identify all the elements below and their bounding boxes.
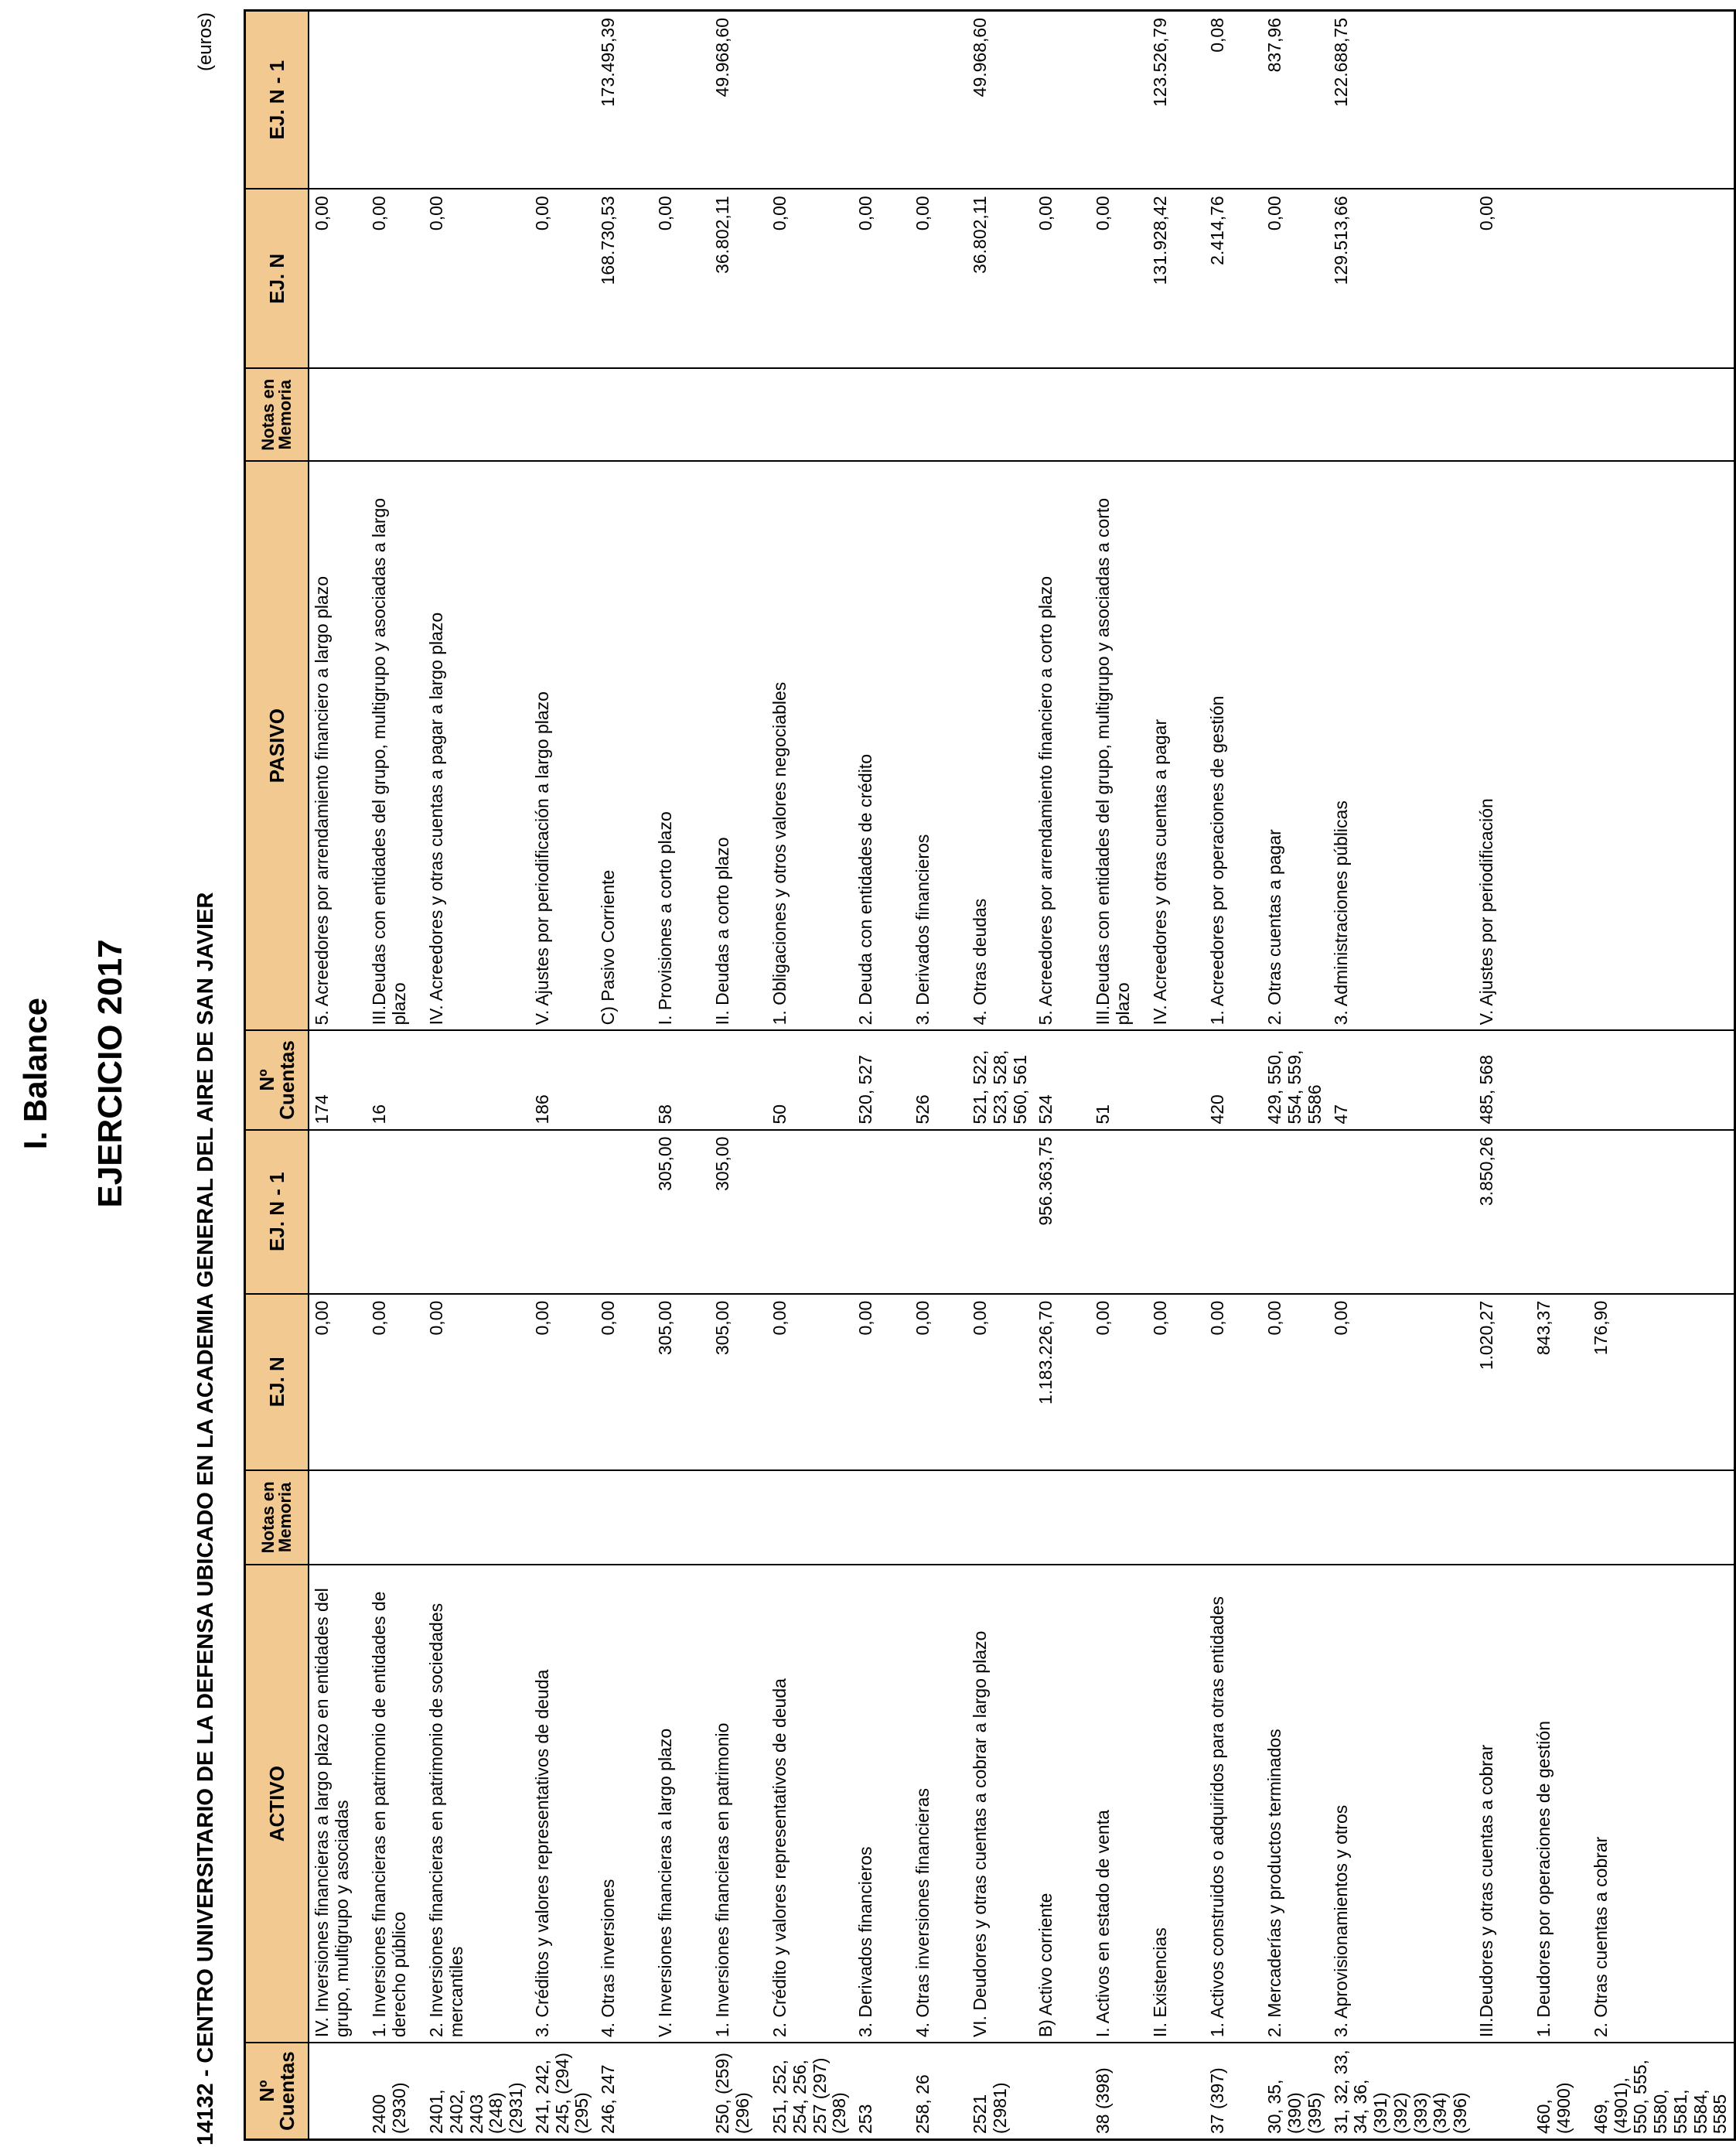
activo-item: 1. Inversiones financieras en patrimonio: [710, 1565, 767, 2043]
activo-ej-n: 0,00: [595, 1294, 653, 1470]
pasivo-item: V. Ajustes por periodificación: [1474, 461, 1531, 1030]
activo-item: IV. Inversiones financieras a largo plazo en entidades del grupo, multigrupo y asociadas: [309, 1565, 367, 2043]
activo-item: I. Activos en estado de venta: [1090, 1565, 1148, 2043]
activo-ej-n1: [1205, 1130, 1262, 1294]
table-row: [595, 11, 653, 2140]
activo-ej-n: 0,00: [967, 1294, 1033, 1470]
account-codes-activo: 250, (259) (296): [710, 2043, 767, 2139]
activo-ej-n1: [309, 1130, 367, 1294]
account-codes-pasivo: 16: [367, 1030, 424, 1129]
notes-pasivo: [1205, 368, 1262, 461]
table-row: [710, 11, 767, 2140]
account-codes-activo: 460, (4900): [1531, 2043, 1588, 2139]
table-row: [1090, 11, 1148, 2140]
pasivo-item: 3. Derivados financieros: [910, 461, 967, 1030]
notes-activo: [1474, 1470, 1531, 1565]
table-row: [424, 11, 530, 2140]
pasivo-ej-n1: 122.688,75: [1328, 11, 1474, 189]
activo-ej-n1: 3.850,26: [1474, 1130, 1531, 1294]
notes-pasivo: [1328, 368, 1474, 461]
table-row: [309, 11, 367, 2140]
pasivo-item: C) Pasivo Corriente: [595, 461, 653, 1030]
notes-pasivo: [910, 368, 967, 461]
activo-ej-n1: [1531, 1130, 1588, 1294]
notes-activo: [710, 1470, 767, 1565]
notes-activo: [595, 1470, 653, 1565]
pasivo-ej-n: 131.928,42: [1148, 189, 1205, 368]
notes-activo: [1588, 1470, 1735, 1565]
notes-activo: [530, 1470, 595, 1565]
notes-activo: [1090, 1470, 1148, 1565]
pasivo-item: [1588, 461, 1735, 1030]
activo-ej-n1: [767, 1130, 853, 1294]
account-codes-activo: [1033, 2043, 1090, 2139]
pasivo-ej-n: 0,00: [767, 189, 853, 368]
notes-pasivo: [853, 368, 910, 461]
table-row: [653, 11, 710, 2140]
pasivo-item: II. Deudas a corto plazo: [710, 461, 767, 1030]
account-codes-activo: 253: [853, 2043, 910, 2139]
header-notes-activo: Notas en Memoria: [245, 1470, 309, 1565]
pasivo-item: IV. Acreedores y otras cuentas a pagar: [1148, 461, 1205, 1030]
account-codes-pasivo: 521, 522, 523, 528, 560, 561: [967, 1030, 1033, 1129]
activo-ej-n1: [367, 1130, 424, 1294]
activo-item: V. Inversiones financieras a largo plazo: [653, 1565, 710, 2043]
activo-item: 1. Deudores por operaciones de gestión: [1531, 1565, 1588, 2043]
header-ej-n1-pasivo: EJ. N - 1: [245, 11, 309, 189]
pasivo-ej-n1: [1588, 11, 1735, 189]
pasivo-ej-n1: 49.968,60: [967, 11, 1033, 189]
notes-activo: [1328, 1470, 1474, 1565]
activo-ej-n1: [967, 1130, 1033, 1294]
pasivo-item: 1. Obligaciones y otros valores negociables: [767, 461, 853, 1030]
account-codes-pasivo: [1588, 1030, 1735, 1129]
account-codes-pasivo: 51: [1090, 1030, 1148, 1129]
pasivo-ej-n: 36.802,11: [710, 189, 767, 368]
pasivo-ej-n: 0,00: [309, 189, 367, 368]
pasivo-ej-n: 0,00: [910, 189, 967, 368]
pasivo-item: 5. Acreedores por arrendamiento financiero a largo plazo: [309, 461, 367, 1030]
account-codes-activo: [309, 2043, 367, 2139]
account-codes-pasivo: 526: [910, 1030, 967, 1129]
header-ej-n-pasivo: EJ. N: [245, 189, 309, 368]
table-row: [1205, 11, 1262, 2140]
activo-ej-n: 0,00: [1328, 1294, 1474, 1470]
table-row: [367, 11, 424, 2140]
notes-pasivo: [1033, 368, 1090, 461]
notes-pasivo: [1531, 368, 1588, 461]
activo-ej-n: 0,00: [424, 1294, 530, 1470]
activo-ej-n: 0,00: [910, 1294, 967, 1470]
account-codes-activo: 258, 26: [910, 2043, 967, 2139]
notes-activo: [767, 1470, 853, 1565]
pasivo-item: III.Deudas con entidades del grupo, multigrupo y asociadas a largo plazo: [367, 461, 424, 1030]
table-row: [967, 11, 1033, 2140]
activo-ej-n: 305,00: [710, 1294, 767, 1470]
notes-pasivo: [1148, 368, 1205, 461]
pasivo-ej-n: 0,00: [1033, 189, 1090, 368]
currency-unit-label: (euros): [195, 12, 216, 72]
notes-activo: [1531, 1470, 1588, 1565]
pasivo-ej-n1: [367, 11, 424, 189]
activo-item: 2. Inversiones financieras en patrimonio de sociedades mercantiles: [424, 1565, 530, 2043]
account-codes-pasivo: 47: [1328, 1030, 1474, 1129]
activo-item: 2. Mercaderías y productos terminados: [1262, 1565, 1328, 2043]
activo-ej-n: 1.183.226,70: [1033, 1294, 1090, 1470]
notes-activo: [653, 1470, 710, 1565]
pasivo-ej-n1: [309, 11, 367, 189]
activo-ej-n1: [1328, 1130, 1474, 1294]
table-row: [1588, 11, 1735, 2140]
account-codes-pasivo: 186: [530, 1030, 595, 1129]
activo-ej-n: 0,00: [1205, 1294, 1262, 1470]
pasivo-ej-n1: [1531, 11, 1588, 189]
activo-ej-n1: [1588, 1130, 1735, 1294]
activo-ej-n: 0,00: [1090, 1294, 1148, 1470]
pasivo-ej-n: 36.802,11: [967, 189, 1033, 368]
notes-pasivo: [530, 368, 595, 461]
activo-ej-n1: [853, 1130, 910, 1294]
pasivo-ej-n1: 173.495,39: [595, 11, 653, 189]
pasivo-ej-n1: [1033, 11, 1090, 189]
account-codes-activo: 37 (397): [1205, 2043, 1262, 2139]
account-codes-activo: 2400 (2930): [367, 2043, 424, 2139]
header-notes-pasivo: Notas en Memoria: [245, 368, 309, 461]
activo-ej-n: 0,00: [309, 1294, 367, 1470]
pasivo-ej-n: 0,00: [853, 189, 910, 368]
table-row: [910, 11, 967, 2140]
header-accounts-pasivo: Nº Cuentas: [245, 1030, 309, 1129]
pasivo-ej-n: 168.730,53: [595, 189, 653, 368]
account-codes-pasivo: 524: [1033, 1030, 1090, 1129]
table-row: [1328, 11, 1474, 2140]
page-title: I. Balance: [17, 997, 53, 1150]
pasivo-ej-n: 0,00: [367, 189, 424, 368]
pasivo-ej-n1: 0,08: [1205, 11, 1262, 189]
pasivo-ej-n: 0,00: [1090, 189, 1148, 368]
header-pasivo: PASIVO: [245, 461, 309, 1030]
table-row: [853, 11, 910, 2140]
activo-ej-n1: [424, 1130, 530, 1294]
notes-pasivo: [1588, 368, 1735, 461]
activo-item: 3. Créditos y valores representativos de deuda: [530, 1565, 595, 2043]
account-codes-pasivo: [1148, 1030, 1205, 1129]
header-accounts-activo: Nº Cuentas: [245, 2043, 309, 2139]
notes-pasivo: [967, 368, 1033, 461]
pasivo-item: 5. Acreedores por arrendamiento financiero a corto plazo: [1033, 461, 1090, 1030]
pasivo-item: 1. Acreedores por operaciones de gestión: [1205, 461, 1262, 1030]
pasivo-item: IV. Acreedores y otras cuentas a pagar a largo plazo: [424, 461, 530, 1030]
account-codes-activo: 31, 32, 33, 34, 36, (391) (392) (393) (394) (396): [1328, 2043, 1474, 2139]
activo-ej-n: 305,00: [653, 1294, 710, 1470]
pasivo-ej-n1: 49.968,60: [710, 11, 767, 189]
notes-activo: [424, 1470, 530, 1565]
activo-item: II. Existencias: [1148, 1565, 1205, 2043]
entity-title: 14132 - CENTRO UNIVERSITARIO DE LA DEFENSA UBICADO EN LA ACADEMIA GENERAL DEL AIRE DE SAN JAVIER: [193, 892, 218, 2145]
account-codes-activo: 241, 242, 245, (294) (295): [530, 2043, 595, 2139]
pasivo-item: [1531, 461, 1588, 1030]
notes-activo: [1262, 1470, 1328, 1565]
account-codes-pasivo: 485, 568: [1474, 1030, 1531, 1129]
notes-pasivo: [309, 368, 367, 461]
pasivo-ej-n: [1588, 189, 1735, 368]
pasivo-ej-n1: [424, 11, 530, 189]
activo-item: III.Deudores y otras cuentas a cobrar: [1474, 1565, 1531, 2043]
activo-ej-n: 843,37: [1531, 1294, 1588, 1470]
fiscal-year-title: EJERCICIO 2017: [91, 939, 129, 1208]
activo-item: 3. Aprovisionamientos y otros: [1328, 1565, 1474, 2043]
pasivo-ej-n1: [767, 11, 853, 189]
pasivo-ej-n: 0,00: [424, 189, 530, 368]
account-codes-activo: 469, (4901), 550, 555, 5580, 5581, 5584, 5585: [1588, 2043, 1735, 2139]
activo-ej-n1: 956.363,75: [1033, 1130, 1090, 1294]
header-activo: ACTIVO: [245, 1565, 309, 2043]
notes-activo: [367, 1470, 424, 1565]
activo-item: 1. Inversiones financieras en patrimonio de entidades de derecho público: [367, 1565, 424, 2043]
account-codes-pasivo: 174: [309, 1030, 367, 1129]
table-row: [1033, 11, 1090, 2140]
pasivo-item: V. Ajustes por periodificación a largo plazo: [530, 461, 595, 1030]
activo-item: 2. Crédito y valores representativos de deuda: [767, 1565, 853, 2043]
notes-pasivo: [653, 368, 710, 461]
table-row: [1148, 11, 1205, 2140]
pasivo-ej-n1: 123.526,79: [1148, 11, 1205, 189]
activo-ej-n: 1.020,27: [1474, 1294, 1531, 1470]
activo-item: 1. Activos construidos o adquiridos para otras entidades: [1205, 1565, 1262, 2043]
header-ej-n1-activo: EJ. N - 1: [245, 1130, 309, 1294]
activo-item: 2. Otras cuentas a cobrar: [1588, 1565, 1735, 2043]
pasivo-item: 3. Administraciones públicas: [1328, 461, 1474, 1030]
activo-ej-n: 176,90: [1588, 1294, 1735, 1470]
notes-activo: [1148, 1470, 1205, 1565]
pasivo-item: 2. Otras cuentas a pagar: [1262, 461, 1328, 1030]
pasivo-ej-n1: [653, 11, 710, 189]
pasivo-ej-n: 129.513,66: [1328, 189, 1474, 368]
activo-ej-n: 0,00: [530, 1294, 595, 1470]
notes-pasivo: [595, 368, 653, 461]
table-row: [1262, 11, 1328, 2140]
table-row: [1531, 11, 1588, 2140]
account-codes-activo: [1474, 2043, 1531, 2139]
account-codes-activo: 38 (398): [1090, 2043, 1148, 2139]
pasivo-ej-n: 2.414,76: [1205, 189, 1262, 368]
activo-item: 4. Otras inversiones financieras: [910, 1565, 967, 2043]
pasivo-ej-n1: [1090, 11, 1148, 189]
activo-ej-n1: [1148, 1130, 1205, 1294]
notes-pasivo: [1262, 368, 1328, 461]
activo-ej-n: 0,00: [1262, 1294, 1328, 1470]
pasivo-ej-n1: [1474, 11, 1531, 189]
activo-ej-n: 0,00: [767, 1294, 853, 1470]
balance-table: [244, 9, 1736, 2141]
activo-ej-n1: [1262, 1130, 1328, 1294]
header-ej-n-activo: EJ. N: [245, 1294, 309, 1470]
notes-pasivo: [1474, 368, 1531, 461]
account-codes-pasivo: 50: [767, 1030, 853, 1129]
account-codes-pasivo: 520, 527: [853, 1030, 910, 1129]
notes-activo: [1033, 1470, 1090, 1565]
pasivo-ej-n1: [853, 11, 910, 189]
pasivo-ej-n: 0,00: [530, 189, 595, 368]
activo-ej-n1: [595, 1130, 653, 1294]
activo-ej-n1: 305,00: [710, 1130, 767, 1294]
notes-activo: [853, 1470, 910, 1565]
pasivo-ej-n: 0,00: [653, 189, 710, 368]
activo-ej-n1: [1090, 1130, 1148, 1294]
notes-activo: [1205, 1470, 1262, 1565]
activo-item: 3. Derivados financieros: [853, 1565, 910, 2043]
notes-activo: [309, 1470, 367, 1565]
pasivo-item: I. Provisiones a corto plazo: [653, 461, 710, 1030]
pasivo-ej-n: 0,00: [1262, 189, 1328, 368]
pasivo-item: III.Deudas con entidades del grupo, multigrupo y asociadas a corto plazo: [1090, 461, 1148, 1030]
account-codes-pasivo: [1531, 1030, 1588, 1129]
account-codes-pasivo: [424, 1030, 530, 1129]
account-codes-activo: [1148, 2043, 1205, 2139]
activo-ej-n: 0,00: [1148, 1294, 1205, 1470]
activo-ej-n: 0,00: [367, 1294, 424, 1470]
pasivo-ej-n1: [530, 11, 595, 189]
pasivo-ej-n: [1531, 189, 1588, 368]
account-codes-activo: 30, 35, (390) (395): [1262, 2043, 1328, 2139]
page-header: [0, 0, 232, 2147]
pasivo-ej-n1: [910, 11, 967, 189]
account-codes-activo: [653, 2043, 710, 2139]
pasivo-item: 2. Deuda con entidades de crédito: [853, 461, 910, 1030]
activo-item: 4. Otras inversiones: [595, 1565, 653, 2043]
account-codes-pasivo: 420: [1205, 1030, 1262, 1129]
activo-ej-n1: [530, 1130, 595, 1294]
notes-pasivo: [424, 368, 530, 461]
account-codes-activo: 2401, 2402, 2403 (248) (2931): [424, 2043, 530, 2139]
notes-pasivo: [1090, 368, 1148, 461]
pasivo-ej-n: 0,00: [1474, 189, 1531, 368]
activo-ej-n1: 305,00: [653, 1130, 710, 1294]
account-codes-activo: 2521 (2981): [967, 2043, 1033, 2139]
account-codes-pasivo: [595, 1030, 653, 1129]
activo-ej-n1: [910, 1130, 967, 1294]
account-codes-pasivo: 58: [653, 1030, 710, 1129]
account-codes-activo: 246, 247: [595, 2043, 653, 2139]
activo-item: VI. Deudores y otras cuentas a cobrar a largo plazo: [967, 1565, 1033, 2043]
table-header-row: [245, 11, 309, 2140]
account-codes-pasivo: [710, 1030, 767, 1129]
pasivo-item: 4. Otras deudas: [967, 461, 1033, 1030]
notes-activo: [910, 1470, 967, 1565]
table-row: [530, 11, 595, 2140]
account-codes-activo: 251, 252, 254, 256, 257 (297) (298): [767, 2043, 853, 2139]
notes-pasivo: [710, 368, 767, 461]
activo-item: B) Activo corriente: [1033, 1565, 1090, 2043]
account-codes-pasivo: 429, 550, 554, 559, 5586: [1262, 1030, 1328, 1129]
table-row: [1474, 11, 1531, 2140]
pasivo-ej-n1: 837,96: [1262, 11, 1328, 189]
table-row: [767, 11, 853, 2140]
notes-activo: [967, 1470, 1033, 1565]
notes-pasivo: [367, 368, 424, 461]
activo-ej-n: 0,00: [853, 1294, 910, 1470]
notes-pasivo: [767, 368, 853, 461]
